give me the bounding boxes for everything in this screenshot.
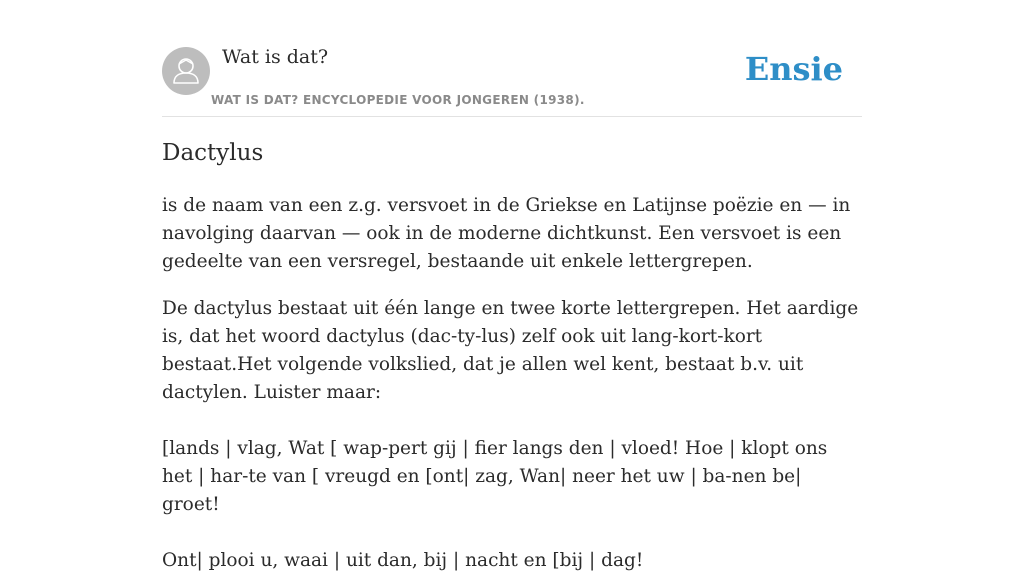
source-header <box>162 0 862 117</box>
brand-logo[interactable]: Ensie <box>744 50 843 88</box>
article-paragraph: De dactylus bestaat uit één lange en twee korte lettergrepen. Het aardige is, dat het woord dactylus (dac-ty-lus) zelf ook uit lang-kort-kort bestaat.Het volgende volkslied, dat je allen wel kent, bestaat b.v. uit dactylen. Luister maar: <box>162 298 859 403</box>
source-subtitle: WAT IS DAT? ENCYCLOPEDIE VOOR JONGEREN (1938). <box>211 93 585 107</box>
verse-line: [lands | vlag, Wat [ wap-pert gij | fier langs den | vloed! Hoe | klopt ons het | har-te van [ vreugd en [ont| zag, Wan| neer het uw | ba-nen be| groet! <box>162 438 828 515</box>
article-body <box>162 192 862 575</box>
avatar[interactable] <box>162 47 210 95</box>
article-title: Dactylus <box>162 140 264 166</box>
article-page <box>162 0 862 571</box>
user-icon <box>162 47 210 95</box>
article-paragraph: is de naam van een z.g. versvoet in de Griekse en Latijnse poëzie en — in navolging daarvan — ook in de moderne dichtkunst. Een versvoet is een gedeelte van een versregel, bestaande uit enkele lettergrepen. <box>162 195 851 272</box>
source-title[interactable]: Wat is dat? <box>222 46 329 68</box>
verse-line: Ont| plooi u, waai | uit dan, bij | nacht en [bij | dag! <box>162 550 644 571</box>
